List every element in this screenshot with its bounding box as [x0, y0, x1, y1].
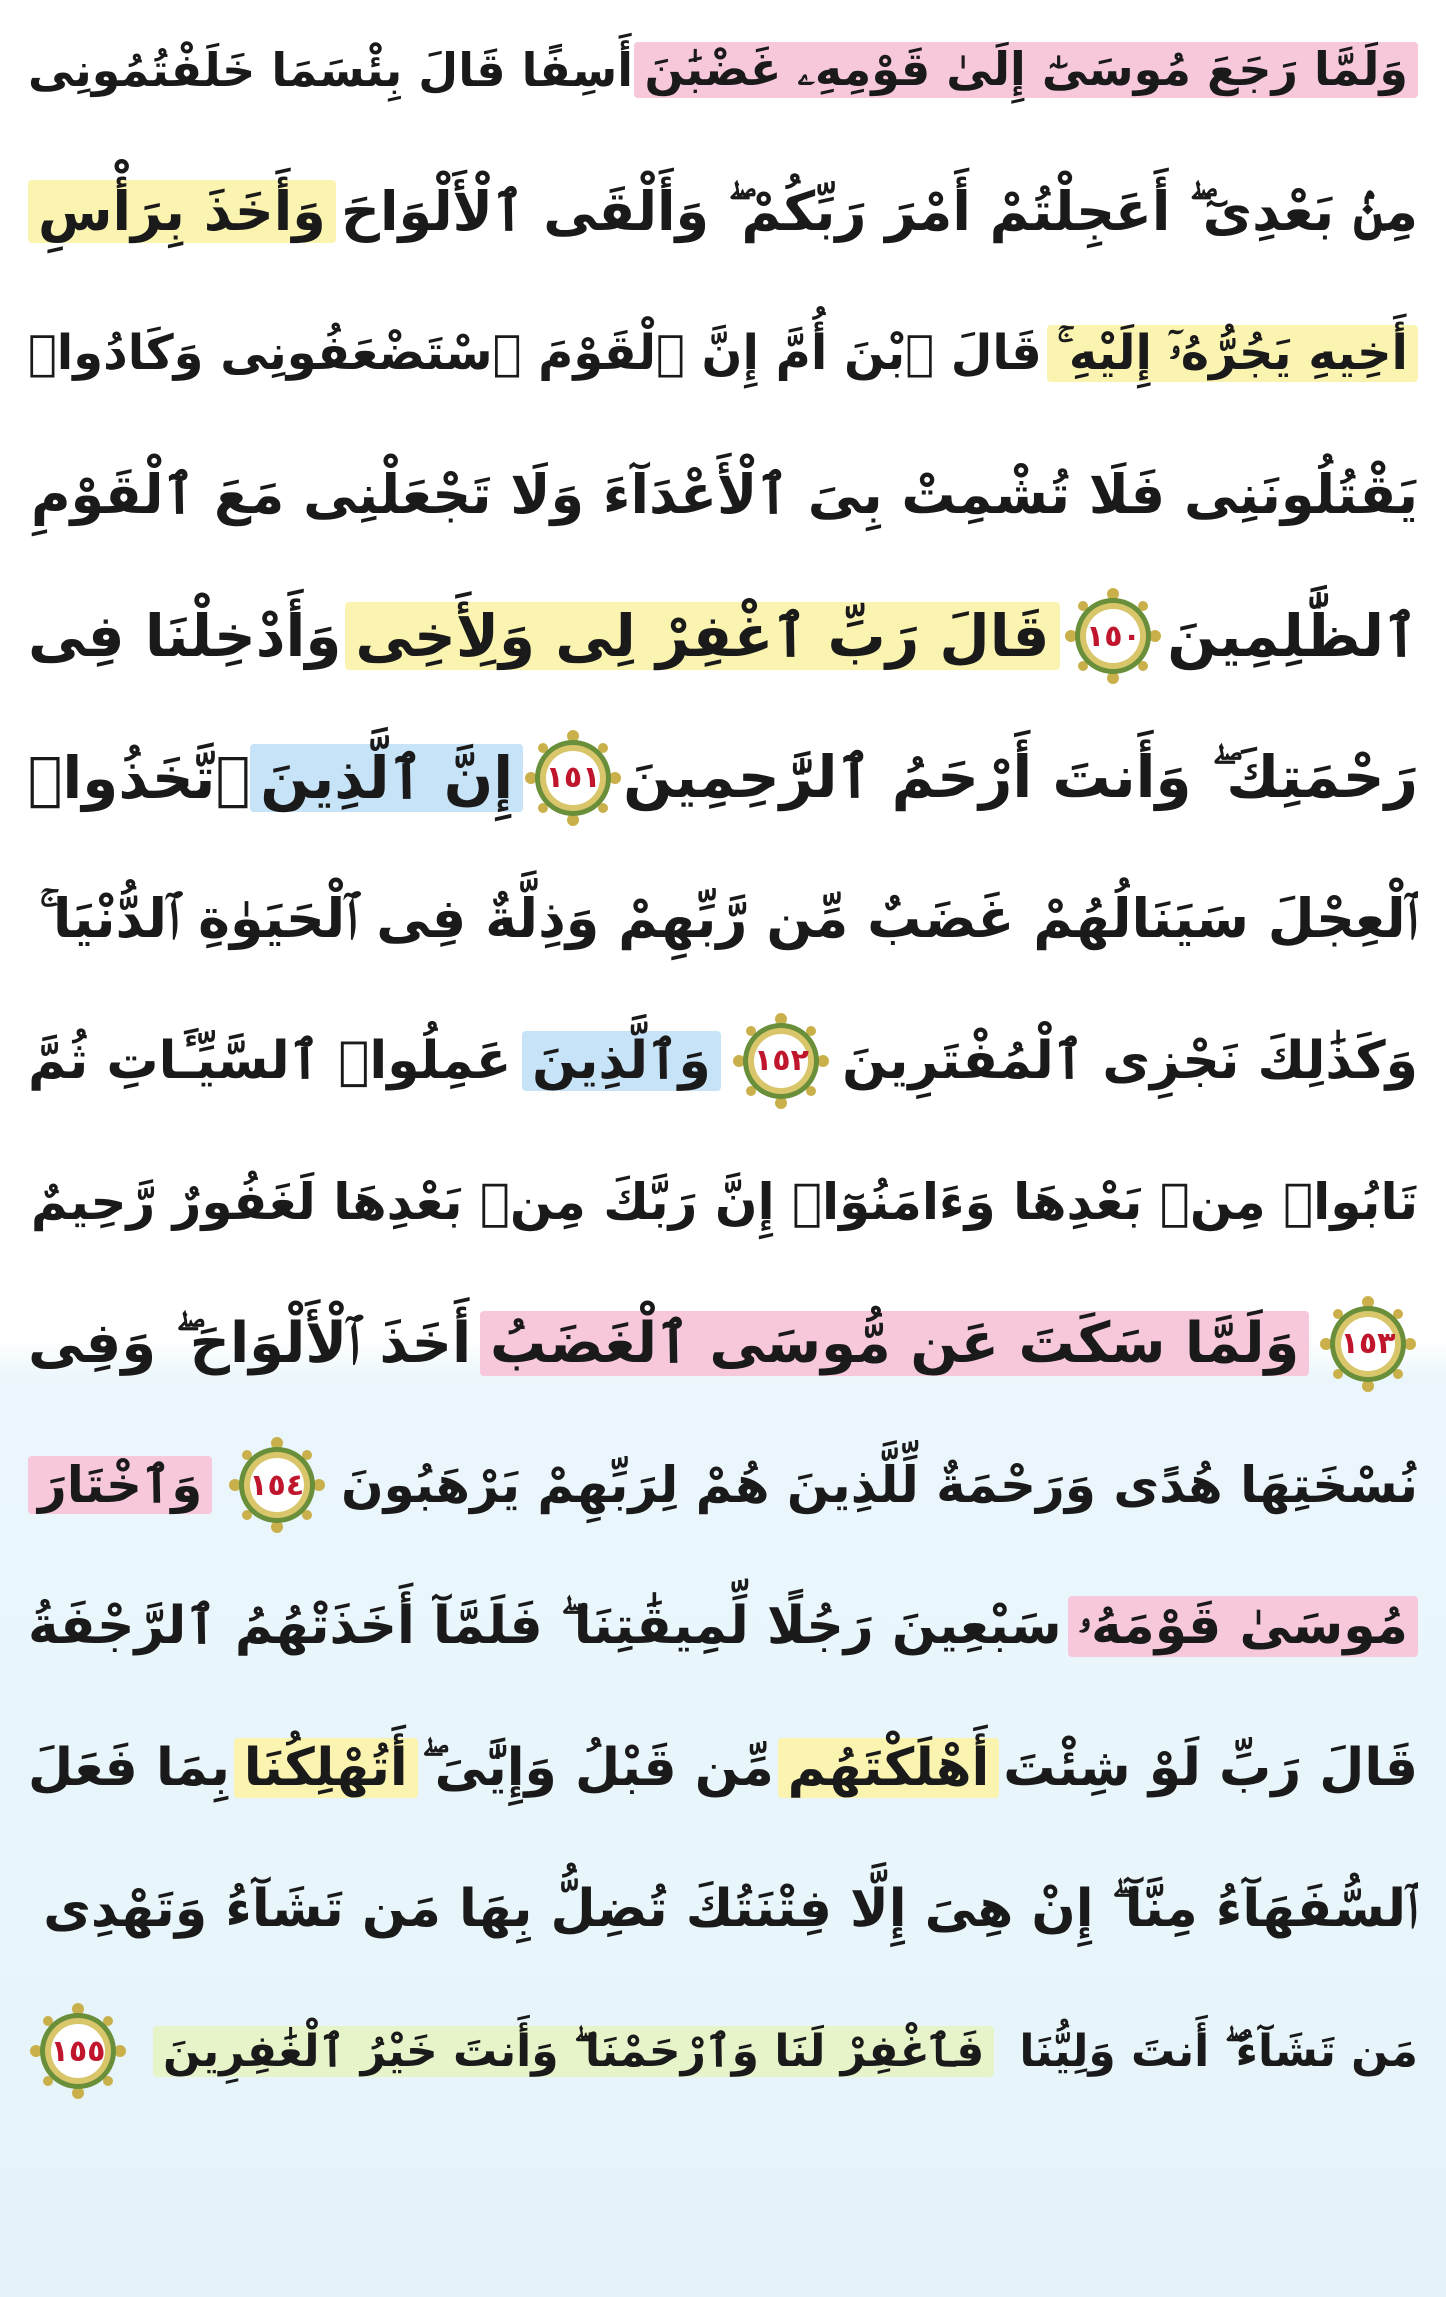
- text-line: [28, 289, 1418, 417]
- verse-text: مِّن قَبْلُ وَإِيَّٰىَ ۖ: [421, 1737, 774, 1798]
- verse-text: قَالَ رَبِّ لَوْ شِئْتَ: [1003, 1738, 1418, 1798]
- verse-text: يَقْتُلُونَنِى فَلَا تُشْمِتْ بِىَ ٱلْأَعْدَآءَ وَلَا تَجْعَلْنِى مَعَ ٱلْقَوْمِ: [30, 463, 1418, 526]
- verse-text: تَابُوا۟ مِنۢ بَعْدِهَا وَءَامَنُوٓا۟ إِنَّ رَبَّكَ مِنۢ بَعْدِهَا لَغَفُورٌ رَّحِيمٌ: [30, 1173, 1418, 1231]
- text-line: [28, 1987, 1418, 2115]
- text-line: [28, 1563, 1418, 1691]
- highlighted-phrase: إِنَّ ٱلَّذِينَ: [250, 744, 523, 812]
- text-line: [28, 148, 1418, 276]
- text-line: [28, 855, 1418, 983]
- highlighted-phrase: وَٱخْتَارَ: [28, 1456, 212, 1514]
- text-line: [28, 714, 1418, 842]
- verse-text: ٱلسُّفَهَآءُ مِنَّآ ۖ إِنْ هِىَ إِلَّا فِتْنَتُكَ تُضِلُّ بِهَا مَن تَشَآءُ وَتَهْدِى: [43, 1879, 1418, 1939]
- verse-text: مَن تَشَآءُ ۖ أَنتَ وَلِيُّنَا: [1019, 2025, 1418, 2077]
- verse-text: سَبْعِينَ رَجُلًا لِّمِيقَٰتِنَا ۖ فَلَمَّآ أَخَذَتْهُمُ ٱلرَّجْفَةُ: [28, 1596, 1062, 1656]
- highlighted-phrase: وَلَمَّا رَجَعَ مُوسَىٰٓ إِلَىٰ قَوْمِهِۦ غَضْبَٰنَ: [634, 42, 1418, 98]
- text-line: [28, 1421, 1418, 1549]
- highlighted-phrase: أَهْلَكْتَهُم: [778, 1738, 1000, 1798]
- text-line: [28, 1280, 1418, 1408]
- verse-text: بِمَا فَعَلَ: [28, 1738, 230, 1798]
- ayah-marker-icon: [1063, 586, 1163, 686]
- ayah-number: ١٥٤: [249, 1467, 305, 1503]
- highlighted-phrase: فَٱغْفِرْ لَنَا وَٱرْحَمْنَا ۖ وَأَنتَ خَيْرُ ٱلْغَٰفِرِينَ: [153, 2026, 994, 2077]
- highlighted-phrase: أَخِيهِ يَجُرُّهُۥٓ إِلَيْهِ ۚ: [1047, 325, 1418, 382]
- highlighted-phrase: أَتُهْلِكُنَا: [234, 1738, 418, 1798]
- text-line: [28, 6, 1418, 134]
- text-line: [28, 431, 1418, 559]
- ayah-number: ١٥٠: [1085, 618, 1141, 654]
- ayah-number: ١٥٢: [753, 1043, 809, 1078]
- highlighted-phrase: مُوسَىٰ قَوْمَهُۥ: [1068, 1596, 1418, 1657]
- verse-text: ٱلظَّٰلِمِينَ: [1167, 602, 1418, 670]
- verse-text: مِنۢ بَعْدِىٓ ۖ أَعَجِلْتُمْ أَمْرَ رَبِّكُمْ ۖ وَأَلْقَى ٱلْأَلْوَاحَ: [341, 179, 1418, 243]
- ayah-number: ١٥١: [545, 760, 601, 795]
- highlighted-phrase: وَلَمَّا سَكَتَ عَن مُّوسَى ٱلْغَضَبُ: [480, 1311, 1309, 1376]
- text-line: [28, 572, 1418, 700]
- highlighted-phrase: وَأَخَذَ بِرَأْسِ: [28, 180, 336, 243]
- verse-text: ٱلْعِجْلَ سَيَنَالُهُمْ غَضَبٌ مِّن رَّبِّهِمْ وَذِلَّةٌ فِى ٱلْحَيَوٰةِ ٱلدُّنْيَا ۚ: [39, 887, 1418, 950]
- ayah-marker-icon: [227, 1435, 327, 1535]
- ayah-marker-icon: [523, 728, 623, 828]
- ayah-marker-icon: [731, 1011, 831, 1111]
- text-line: [28, 1846, 1418, 1974]
- ayah-number: ١٥٣: [1340, 1326, 1396, 1361]
- text-line: [28, 1704, 1418, 1832]
- highlighted-phrase: قَالَ رَبِّ ٱغْفِرْ لِى وَلِأَخِى: [345, 602, 1059, 670]
- verse-text: وَأَدْخِلْنَا فِى: [28, 602, 342, 670]
- verse-text: عَمِلُوا۟ ٱلسَّيِّـَٔاتِ ثُمَّ: [28, 1030, 512, 1091]
- ayah-number: ١٥٥: [50, 2033, 106, 2069]
- verse-text: أَسِفًا قَالَ بِئْسَمَا خَلَفْتُمُونِى: [28, 43, 634, 97]
- verse-text: وَكَذَٰلِكَ نَجْزِى ٱلْمُفْتَرِينَ: [842, 1030, 1418, 1091]
- verse-text: رَحْمَتِكَ ۖ وَأَنتَ أَرْحَمُ ٱلرَّٰحِمِينَ: [623, 743, 1418, 811]
- verse-text: قَالَ ٱبْنَ أُمَّ إِنَّ ٱلْقَوْمَ ٱسْتَضْعَفُونِى وَكَادُوا۟: [28, 325, 1042, 381]
- verse-text: ٱتَّخَذُوا۟: [28, 743, 251, 812]
- text-line: [28, 1138, 1418, 1266]
- text-line: [28, 997, 1418, 1125]
- highlighted-phrase: وَٱلَّذِينَ: [522, 1031, 721, 1091]
- verse-text: أَخَذَ ٱلْأَلْوَاحَ ۖ وَفِى: [28, 1310, 472, 1376]
- verse-text: نُسْخَتِهَا هُدًى وَرَحْمَةٌ لِّلَّذِينَ هُمْ لِرَبِّهِمْ يَرْهَبُونَ: [340, 1456, 1418, 1514]
- ayah-marker-icon: [28, 2001, 128, 2101]
- ayah-marker-icon: [1318, 1294, 1418, 1394]
